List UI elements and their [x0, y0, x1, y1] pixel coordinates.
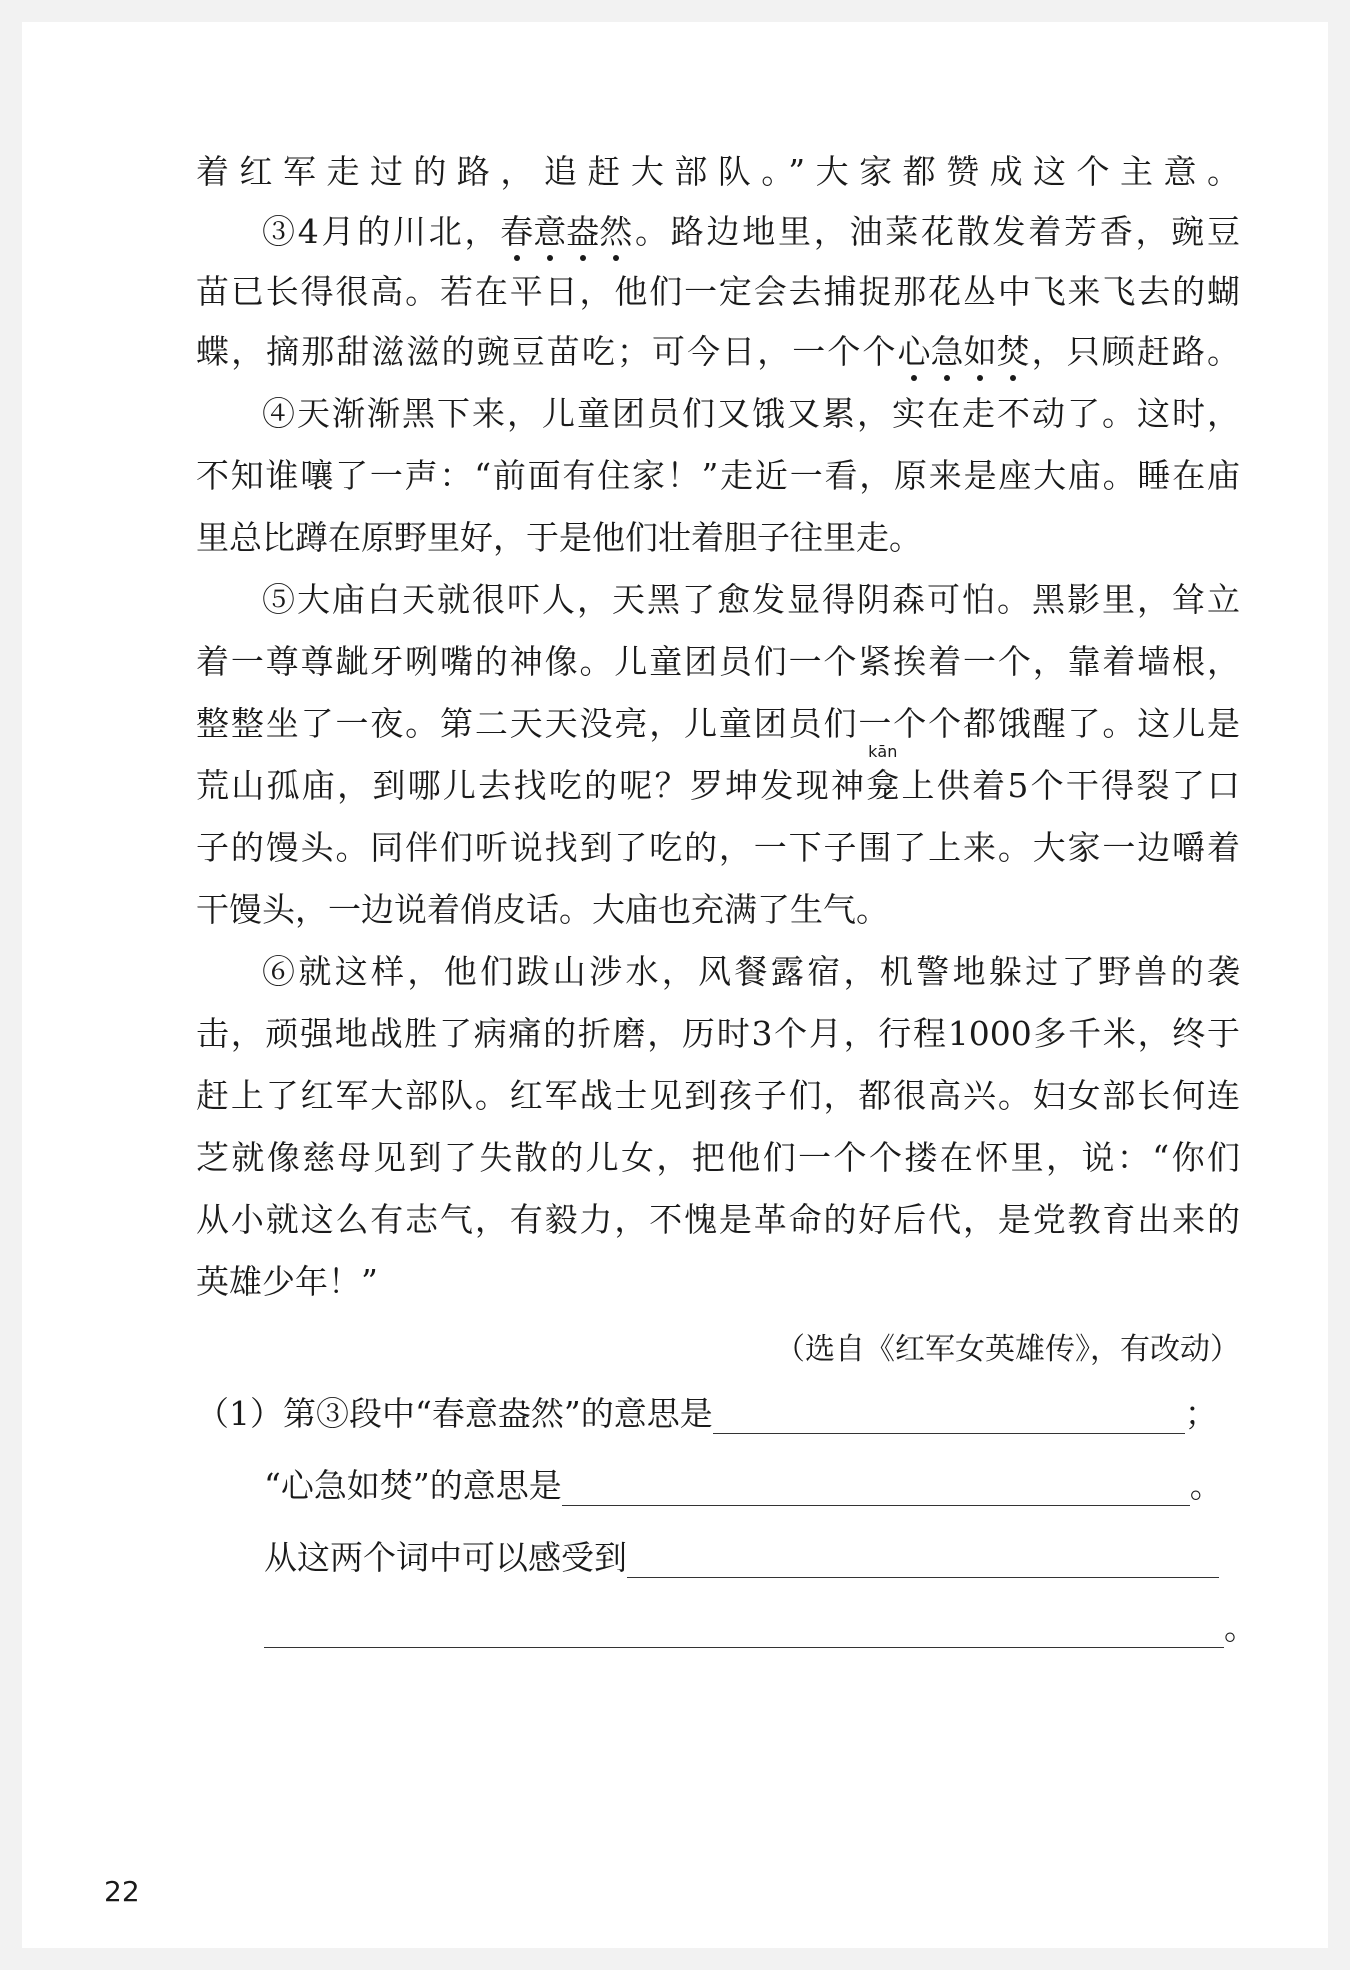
- dotted-char: 盎: [566, 212, 600, 251]
- ruby-char: [866, 742, 900, 806]
- dotted-char: 意: [533, 212, 567, 251]
- passage-line: 整整坐了一夜。第二天天没亮，儿童团员们一个个都饿醒了。这儿是: [196, 704, 1240, 743]
- answer-blank-2[interactable]: [562, 1471, 1190, 1506]
- answer-blank-4[interactable]: [264, 1613, 1224, 1648]
- ruby-base: 龛: [866, 766, 900, 805]
- passage-text: ，只顾赶路。: [1029, 332, 1241, 371]
- passage-line: 苗已长得很高。若在平日，他们一定会去捕捉那花丛中飞来飞去的蝴: [196, 272, 1240, 311]
- pinyin-annotation: kān: [868, 742, 898, 761]
- question-text: 从这两个词中可以感受到: [264, 1538, 627, 1577]
- answer-blank-3[interactable]: [627, 1543, 1219, 1578]
- passage-line: 英雄少年！”: [196, 1262, 378, 1301]
- passage-text: ③4月的川北，: [262, 212, 501, 251]
- passage-line: 芝就像慈母见到了失散的儿女，把他们一个个搂在怀里，说：“你们: [196, 1138, 1240, 1177]
- passage-line: 从小就这么有志气，有毅力，不愧是革命的好后代，是党教育出来的: [196, 1200, 1240, 1239]
- passage-line-p3-end: [196, 332, 1240, 376]
- passage-line: 里总比蹲在原野里好，于是他们壮着胆子往里走。: [196, 518, 922, 557]
- passage-line: 着红军走过的路，追赶大部队。”大家都赞成这个主意。: [196, 152, 1240, 191]
- question-1-line-c: [264, 1538, 1219, 1578]
- question-text: 第③段中“春意盎然”的意思是: [283, 1394, 713, 1433]
- question-1-line-d: [264, 1608, 1257, 1648]
- passage-line: 着一尊尊龇牙咧嘴的神像。儿童团员们一个紧挨着一个，靠着墙根，: [196, 642, 1240, 681]
- passage-text: 蝶，摘那甜滋滋的豌豆苗吃；可今日，一个个: [196, 332, 898, 371]
- dotted-char: 急: [930, 332, 964, 371]
- dotted-char: 春: [500, 212, 534, 251]
- question-punctuation: 。: [1224, 1608, 1257, 1647]
- passage-line: 击，顽强地战胜了病痛的折磨，历时3个月，行程1000多千米，终于: [196, 1014, 1240, 1053]
- passage-line: ④天渐渐黑下来，儿童团员们又饿又累，实在走不动了。这时，: [262, 394, 1240, 433]
- question-punctuation: 。: [1189, 1466, 1223, 1505]
- passage-text: 。路边地里，油菜花散发着芳香，豌豆: [632, 212, 1240, 251]
- question-punctuation: ；: [1184, 1394, 1218, 1433]
- passage-line: 子的馒头。同伴们听说找到了吃的，一下子围了上来。大家一边嚼着: [196, 828, 1240, 867]
- passage-text: 荒山孤庙，到哪儿去找吃的呢？罗坤发现神: [196, 766, 867, 805]
- dotted-char: 焚: [996, 332, 1030, 371]
- question-1-line-b: [264, 1466, 1223, 1506]
- dotted-char: 心: [897, 332, 931, 371]
- dotted-char: 如: [963, 332, 997, 371]
- passage-line: ⑤大庙白天就很吓人，天黑了愈发显得阴森可怕。黑影里，耸立: [262, 580, 1240, 619]
- passage-line: 干馒头，一边说着俏皮话。大庙也充满了生气。: [196, 890, 889, 929]
- page-number: 22: [104, 1875, 140, 1908]
- passage-line: 不知谁嚷了一声：“前面有住家！”走近一看，原来是座大庙。睡在庙: [196, 456, 1240, 495]
- question-text: “心急如焚”的意思是: [264, 1466, 562, 1505]
- question-number: （1）: [196, 1394, 283, 1433]
- question-1-line-a: [196, 1394, 1218, 1434]
- passage-text: 上供着5个干得裂了口: [899, 766, 1241, 805]
- passage-line-p3: [262, 212, 1240, 256]
- answer-blank-1[interactable]: [713, 1399, 1185, 1434]
- dotted-char: 然: [599, 212, 633, 251]
- passage-line: 赶上了红军大部队。红军战士见到孩子们，都很高兴。妇女部长何连: [196, 1076, 1240, 1115]
- passage-line-ruby: [196, 742, 1241, 810]
- source-attribution: （选自《红军女英雄传》，有改动）: [775, 1332, 1240, 1367]
- passage-line: ⑥就这样，他们跋山涉水，风餐露宿，机警地躲过了野兽的袭: [262, 952, 1240, 991]
